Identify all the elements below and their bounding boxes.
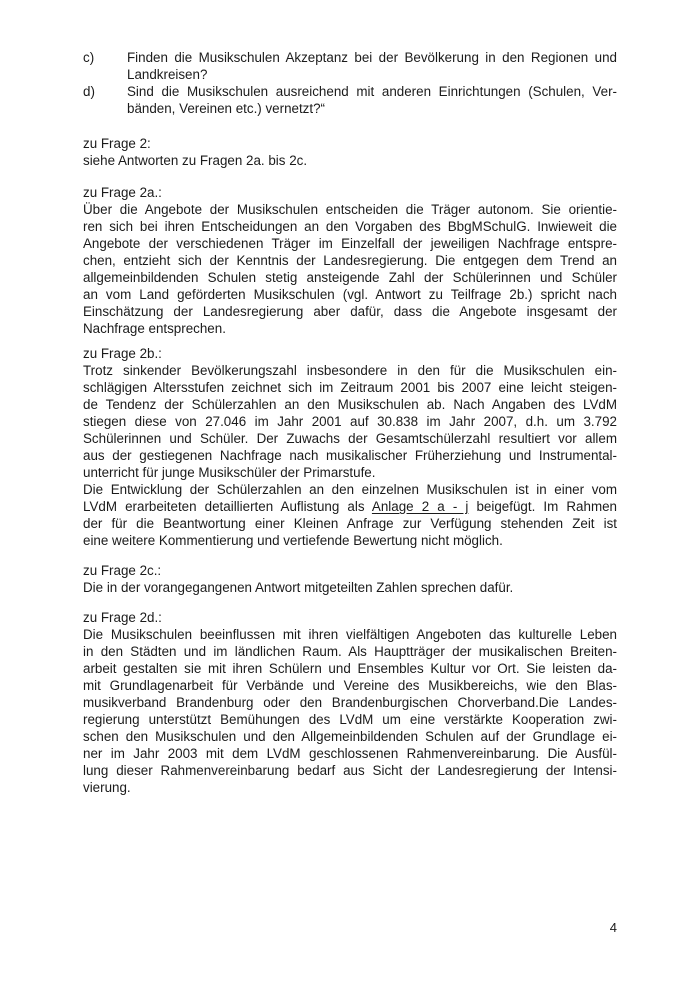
text-line: aus der gestiegenen Nachfrage nach musikalischer Früherziehung und Instrumental-	[83, 448, 617, 463]
anlage-reference: Anlage 2 a - j	[371, 499, 469, 514]
text-line: Landkreisen?	[127, 67, 208, 82]
text-line: ner im Jahr 2003 mit dem LVdM geschlossenen Rahmenvereinbarung. Die Ausfül-	[83, 746, 617, 761]
section-heading: zu Frage 2:	[83, 136, 151, 151]
text-line: in den Städten und im ländlichen Raum. Als Hauptträger der musikalischen Breiten-	[83, 644, 617, 659]
text-line: mit Grundlagenarbeit für Verbände und Vereine des Musikbereichs, wie den Blas-	[83, 678, 617, 693]
text-line: Einschätzung der Landesregierung aber dafür, dass die Angebote insgesamt der	[83, 304, 617, 319]
text-line: Trotz sinkender Bevölkerungszahl insbesondere in den für die Musikschulen ein-	[83, 363, 617, 378]
text-segment: LVdM erarbeiteten detaillierten Auflistung als	[83, 499, 372, 514]
section-heading: zu Frage 2d.:	[83, 610, 162, 625]
text-line: Sind die Musikschulen ausreichend mit anderen Einrichtungen (Schulen, Ver-	[127, 84, 617, 99]
answer-frage-2a	[83, 184, 617, 337]
question-list	[83, 49, 617, 117]
section-heading: zu Frage 2c.:	[83, 563, 162, 578]
text-line	[83, 498, 617, 515]
text-line: arbeit gestalten sie mit ihren Schülern und Ensembles Kultur vor Ort. Sie leisten da-	[83, 661, 617, 676]
text-line: Über die Angebote der Musikschulen entscheiden die Träger autonom. Sie orientie-	[83, 202, 617, 217]
text-line: schlägigen Altersstufen zeichnet sich im Zeitraum 2001 bis 2007 eine leicht steigen-	[83, 380, 617, 395]
text-line: lung dieser Rahmenvereinbarung bedarf aus Sicht der Landesregierung der Intensi-	[83, 763, 617, 778]
text-line: schen den Musikschulen und den Allgemeinbildenden Schulen auf der Grundlage ei-	[83, 729, 617, 744]
answer-frage-2	[83, 135, 617, 169]
list-marker: c)	[83, 50, 95, 65]
list-item-text	[127, 83, 617, 117]
text-line: ren sich bei ihren Entscheidungen an den Vorgaben des BbgMSchulG. Inwieweit die	[83, 219, 617, 234]
answer-frage-2c	[83, 562, 617, 596]
text-line: Die Entwicklung der Schülerzahlen an den einzelnen Musikschulen ist in einer vom	[83, 482, 617, 497]
text-line: stiegen diese von 27.046 im Jahr 2001 auf 30.838 im Jahr 2007, d.h. um 3.792	[83, 414, 617, 429]
section-heading: zu Frage 2b.:	[83, 346, 162, 361]
text-line: Finden die Musikschulen Akzeptanz bei der Bevölkerung in den Regionen und	[127, 50, 617, 65]
text-line: an vom Land geförderten Musikschulen (vgl. Antwort zu Teilfrage 2b.) spricht nach	[83, 287, 617, 302]
page-number: 4	[609, 920, 617, 935]
text-line: eine weitere Kommentierung und vertiefende Bewertung nicht möglich.	[83, 533, 503, 548]
list-item	[83, 49, 617, 83]
list-marker: d)	[83, 84, 95, 99]
text-line: bänden, Vereinen etc.) vernetzt?“	[127, 101, 326, 116]
text-line: Die in der vorangegangenen Antwort mitgeteilten Zahlen sprechen dafür.	[83, 580, 514, 595]
text-line: chen, entzieht sich der Kenntnis der Landesregierung. Die entgegen dem Trend an	[83, 253, 617, 268]
text-line: allgemeinbildenden Schulen stetig ansteigende Zahl der Schülerinnen und Schüler	[83, 270, 617, 285]
list-item	[83, 83, 617, 117]
text-line: vierung.	[83, 780, 131, 795]
answer-frage-2d	[83, 609, 617, 796]
list-item-text	[127, 49, 617, 83]
text-segment: beigefügt. Im Rahmen	[468, 499, 618, 514]
text-line: Nachfrage entsprechen.	[83, 321, 226, 336]
text-line: Schülerinnen und Schüler. Der Zuwachs der Gesamtschülerzahl resultiert vor allem	[83, 431, 617, 446]
section-heading: zu Frage 2a.:	[83, 185, 162, 200]
text-line: de Tendenz der Schülerzahlen an den Musikschulen ab. Nach Angaben des LVdM	[83, 397, 617, 412]
text-line: regierung unterstützt Bemühungen des LVdM um eine verstärkte Kooperation zwi-	[83, 712, 617, 727]
text-line: musikverband Brandenburg oder den Brandenburgischen Chorverband.Die Landes-	[83, 695, 617, 710]
answer-frage-2b	[83, 345, 617, 549]
text-line: Die Musikschulen beeinflussen mit ihren vielfältigen Angeboten das kulturelle Leben	[83, 627, 617, 642]
text-line: unterricht für junge Musikschüler der Primarstufe.	[83, 465, 376, 480]
text-line: Angebote der verschiedenen Träger im Einzelfall der jeweiligen Nachfrage entspre-	[83, 236, 617, 251]
text-line: siehe Antworten zu Fragen 2a. bis 2c.	[83, 153, 308, 168]
text-line: der für die Beantwortung einer Kleinen Anfrage zur Verfügung stehenden Zeit ist	[83, 516, 617, 531]
